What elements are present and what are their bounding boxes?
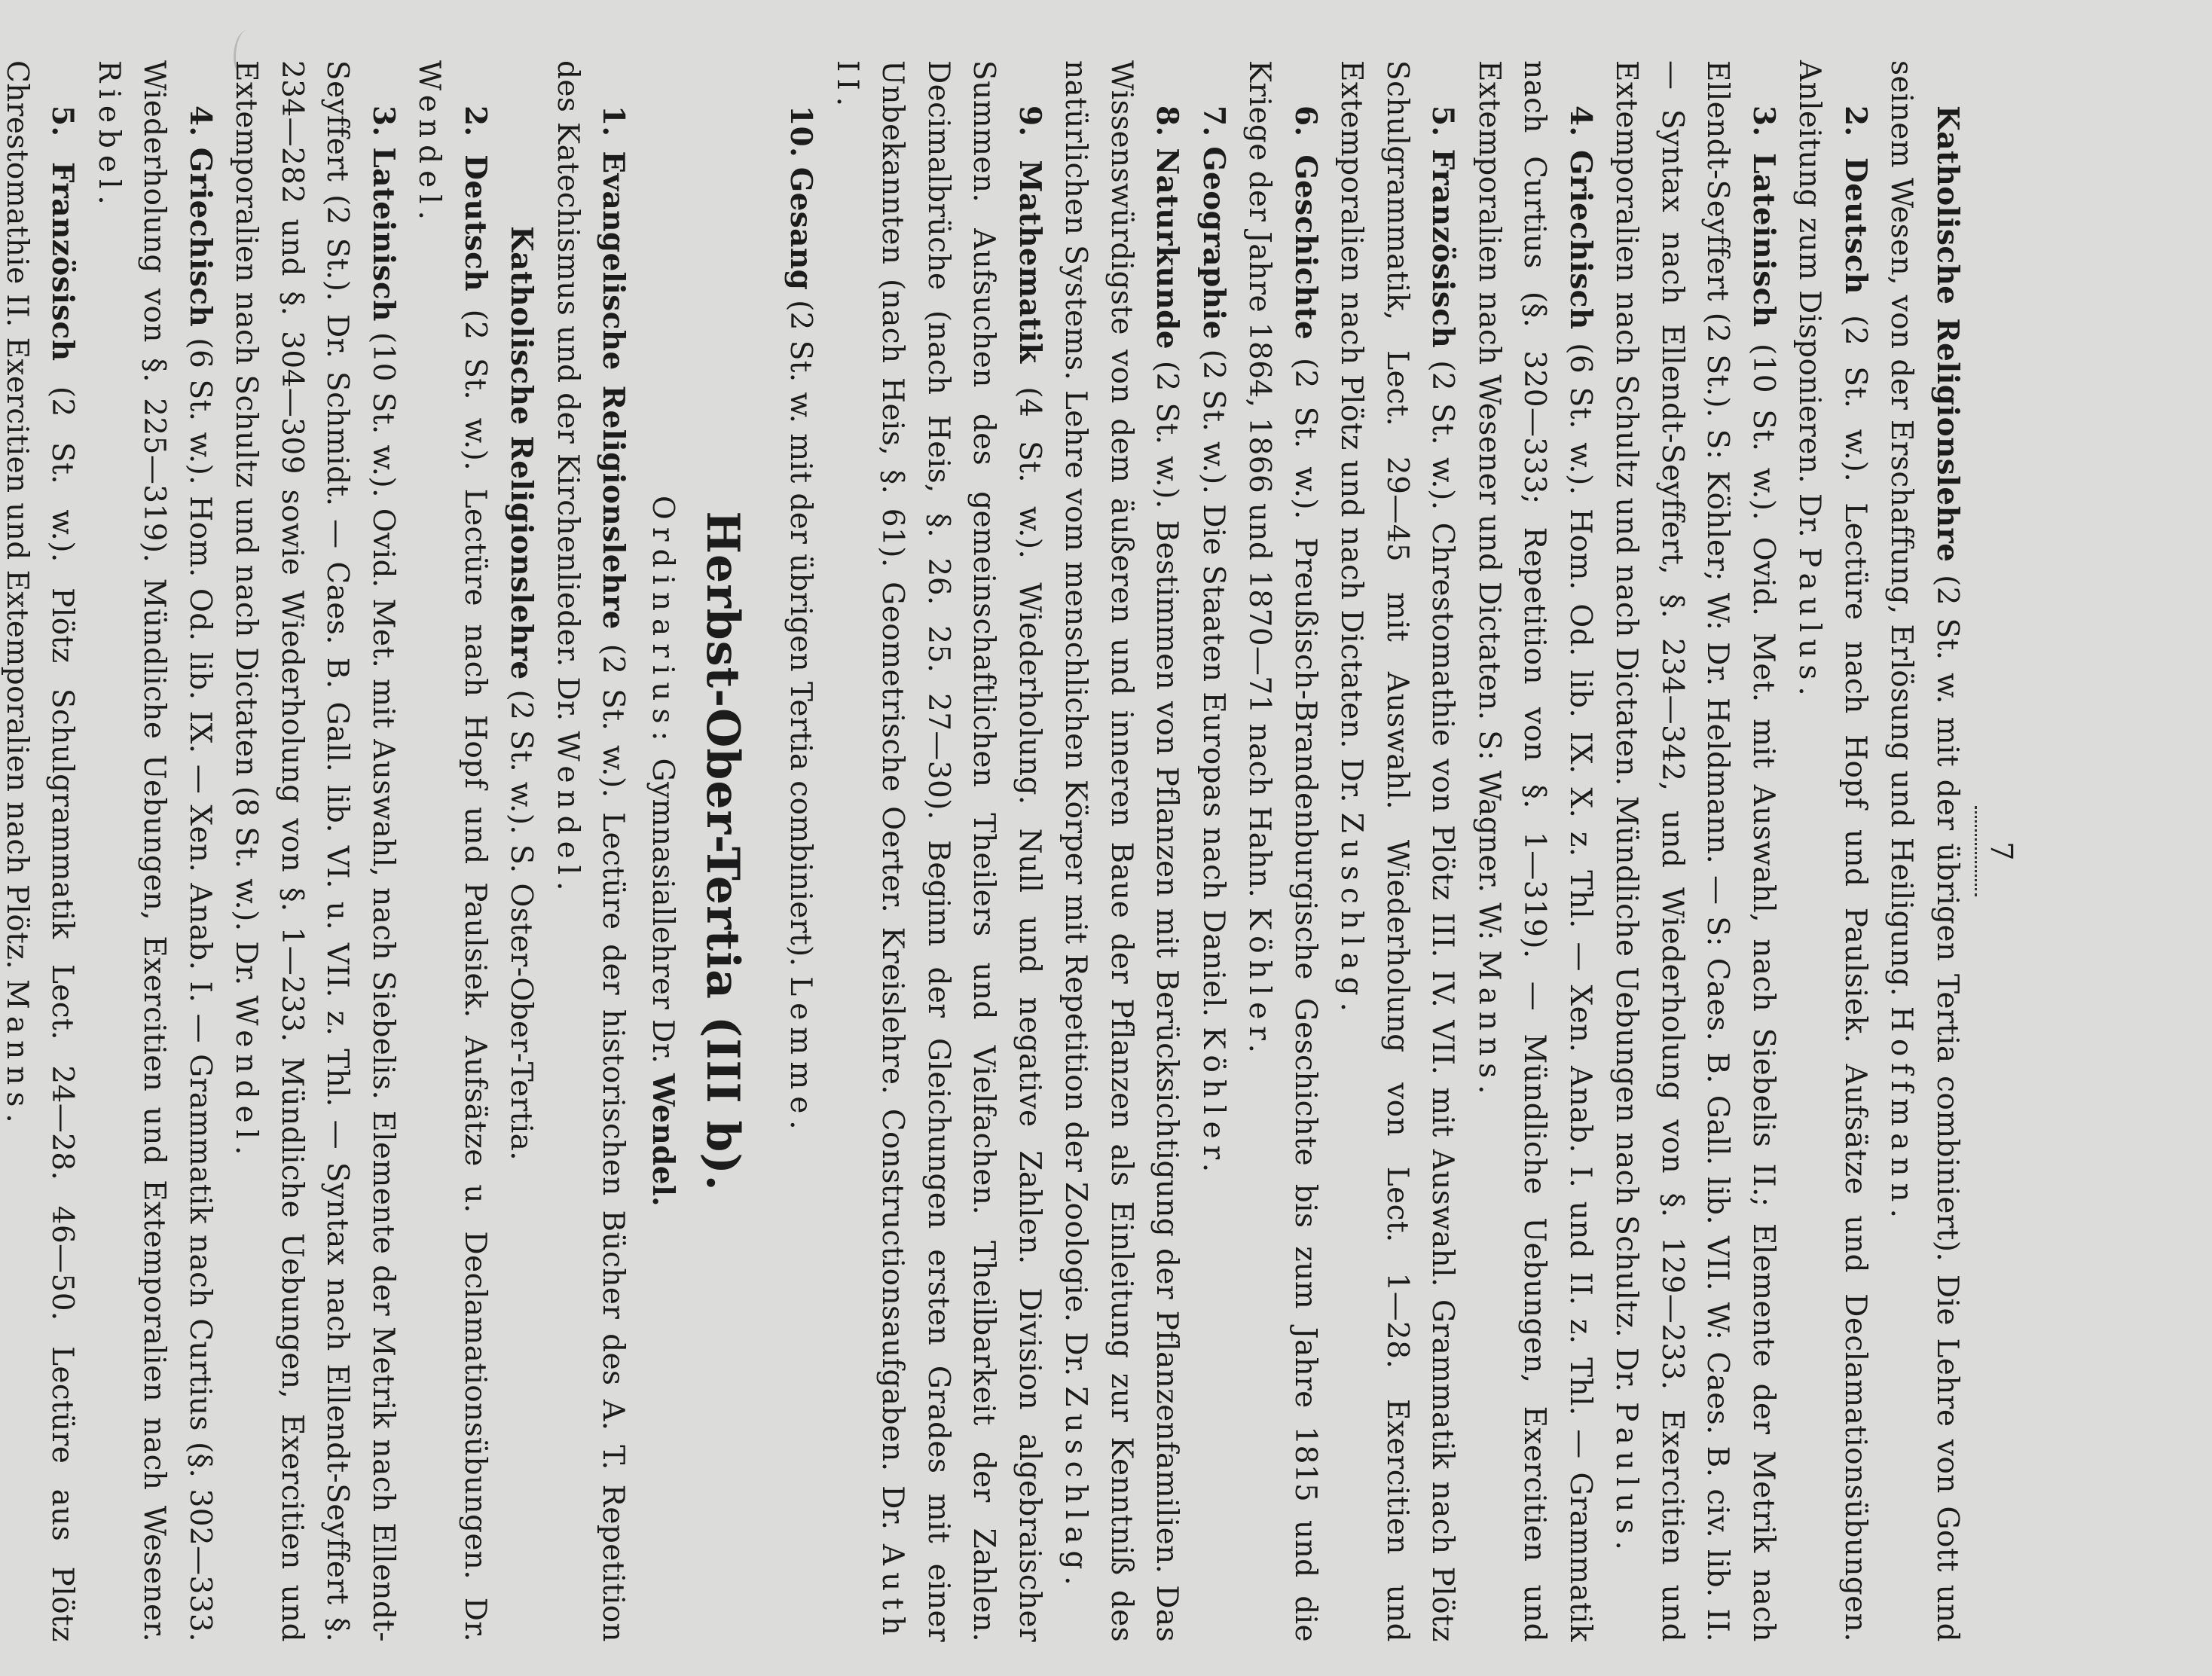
subject-teacher: Wendel. xyxy=(412,60,447,227)
printed-page xyxy=(0,60,2023,1642)
subject-paragraph xyxy=(1053,60,1190,1642)
subject-paragraph xyxy=(1328,60,1466,1642)
subject-text: (4 St. w.). Wiederholung. Null und negative Zahlen. Division algebraischer Summen. Aufsuchen des gemeinschaftlichen Theilers und Vielfachen. Theilbarkeit der Zahlen. Decimalbrüche (nach Heis, §. 26. 25. 27—30). Beginn der Gleichungen ersten Grades mit einer Unbekannten (nach Heis, §. 61). Geometrische Oerter. Kreislehre. Constructionsaufgaben. Dr. xyxy=(875,60,1046,1642)
subject-text: (6 St. w.). Hom. Od. lib. IX. X. z. Thl. — Xen. Anab. I. und II. z. Thl. — Grammatik nach Curtius (§. 320—333; Repetition von §. 1—319). — Mündliche Uebungen, Exercitien und Extemporalien nach Wesener und Dictaten. S: Wagner. W: xyxy=(1472,60,1597,1642)
subject-text: (2 St. w. mit der übrigen Tertia combiniert). xyxy=(784,300,818,967)
subject-paragraph xyxy=(1603,60,1786,1642)
subject-teacher: Wendel. xyxy=(229,995,264,1162)
subject-name: Französisch xyxy=(45,161,81,362)
subject-text: (2 St. w.). Plötz Schulgrammatik Lect. 24—28. 46—50. Lectüre aus Plötz Chrestomathie II. Exercitien und Extemporalien nach Plötz. xyxy=(0,60,80,1642)
subject-text: (2 St. w.). Die Staaten Europas nach Daniel. xyxy=(1196,349,1230,1018)
header-ornament-rule xyxy=(1975,806,1978,896)
subject-name: Deutsch xyxy=(1838,157,1873,295)
subject-number: 5. xyxy=(1425,105,1461,137)
subject-paragraph xyxy=(1786,60,1878,1642)
subject-teacher: Manns. xyxy=(0,978,34,1130)
subject-paragraph xyxy=(824,60,1053,1642)
subject-number: 2. xyxy=(458,105,493,137)
subject-teacher: Wendel. xyxy=(551,731,585,898)
subject-teacher: Zuschlag. xyxy=(1334,812,1369,1019)
subject-paragraph xyxy=(86,60,224,1642)
subject-name: Griechisch xyxy=(1563,150,1598,330)
subject-teacher: Riebel. xyxy=(92,60,126,212)
page-header xyxy=(1970,60,2023,1642)
subject-paragraph xyxy=(1190,60,1237,1642)
subject-number: 5. xyxy=(45,105,81,137)
subject-teacher: Paulus. xyxy=(1609,1402,1644,1557)
subject-name: Gesang xyxy=(784,166,819,291)
subject-teacher: Köhler. xyxy=(1196,1027,1230,1180)
subject-name: Lateinisch xyxy=(366,147,401,322)
subject-paragraph xyxy=(1466,60,1604,1642)
catholic-religion-paragraph xyxy=(1878,60,1970,1642)
subject-number: 4. xyxy=(1563,105,1598,137)
subject-text: (2 St. w.). Chrestomathie von Plötz III. IV. VII. mit Auswahl. Grammatik nach Plötz Schulgrammatik, Lect. 29—45 mit Auswahl. Wiederholung von Lect. 1—28. Exercitien und Extemporalien nach Plötz und nach Dictaten. Dr. xyxy=(1334,60,1460,1642)
subject-teacher: Zuschlag. xyxy=(1059,1386,1093,1592)
subject-text: (2 St. w.). Preußisch-Brandenburgische Geschichte bis zum Jahre 1815 und die Kriege der Jahre 1864, 1866 und 1870—71 nach Hahn. xyxy=(1242,60,1322,1642)
catholic-religion-text: (2 St. w. mit der übrigen Tertia combiniert). Die Lehre von Gott und seinem Wesen, von der Erschaffung, Erlösung und Heiligung. xyxy=(1884,60,1964,1642)
subject-text: (2 St. w.). Bestimmen von Pflanzen mit Berücksichtigung der Pflanzenfamilien. Das Wissenswürdigste von dem äußeren und inneren Baue der Pflanzen als Einleitung zur Kenntniß des natürlichen Systems. Lehre vom menschlichen Körper mit Repetition der Zoologie. Dr. xyxy=(1059,60,1184,1642)
subject-teacher: Lemme. xyxy=(784,976,818,1137)
ordinarius-line xyxy=(640,60,686,1642)
catholic-religion-label: Katholische Religionslehre xyxy=(1930,105,1965,563)
ordinarius-label: Ordinarius: xyxy=(646,495,680,749)
subject-number: 9. xyxy=(1013,105,1047,137)
subject-paragraph xyxy=(545,60,637,1642)
subject-name: Naturkunde xyxy=(1150,148,1185,350)
subject-number: 7. xyxy=(1196,105,1231,137)
subject-text: (2 St. w.). Lectüre der historischen Bücher des A. T. Repetition des Katechismus und der Kirchenlieder. Dr. xyxy=(551,60,631,1642)
subject-number: 2. xyxy=(1838,105,1873,137)
subject-text: (2 St. w.). Lectüre nach Hopf und Paulsiek. Aufsätze und Declamationsübungen. Anleitung zum Disponieren. Dr. xyxy=(1792,60,1872,1642)
section-title: Herbst-Ober-Tertia (III b). xyxy=(696,511,749,1192)
subject-paragraph xyxy=(1236,60,1328,1642)
subject-number: 1. xyxy=(596,105,631,137)
ordinarius-value: Gymnasiallehrer Dr. xyxy=(646,758,680,1064)
subject-number: 4. xyxy=(183,105,218,137)
subject-paragraph xyxy=(0,60,86,1642)
subject-teacher: Auth II. xyxy=(830,60,910,1642)
subject-name: Mathematik xyxy=(1013,160,1047,364)
subject-teacher: Manns. xyxy=(1472,950,1506,1101)
subject-paragraph xyxy=(778,60,824,1642)
subject-number: 8. xyxy=(1150,105,1185,137)
catholic-religion-text: (2 St. w.). S. Oster-Ober-Tertia. xyxy=(504,689,539,1162)
catholic-religion-subheading xyxy=(498,60,545,1642)
subject-text: (2 St. w.). Lectüre nach Hopf und Paulsiek. Aufsätze u. Declamationsübungen. Dr. xyxy=(458,309,492,1642)
subject-number: 6. xyxy=(1288,105,1323,137)
subject-number: 3. xyxy=(1746,105,1781,137)
subject-name: Griechisch xyxy=(183,147,218,328)
subject-teacher: Köhler. xyxy=(1242,907,1277,1060)
subject-name: Geschichte xyxy=(1288,154,1323,340)
subject-number: 10. xyxy=(784,105,819,158)
ordinarius-name: Wendel. xyxy=(646,1073,680,1207)
catholic-religion-label: Katholische Religionslehre xyxy=(504,226,539,680)
subject-paragraph xyxy=(406,60,498,1642)
subject-name: Deutsch xyxy=(458,154,493,292)
subject-name: Evangelische Religionslehre xyxy=(596,151,631,630)
subject-text: (6 St. w.). Hom. Od. lib. IX. — Xen. Anab. I. — Grammatik nach Curtius (§. 302—333. Wiederholung von §. 225—319). Mündliche Uebungen, Exercitien und Extemporalien nach Wesener. xyxy=(137,60,217,1642)
subject-teacher: Paulus. xyxy=(1792,547,1827,703)
subject-text: (10 St. w.). Ovid. Met. mit Auswahl, nach Siebelis II.; Elemente der Metrik nach Ellendt-Seyffert (2 St.). S: Köhler; W: Dr. Heldmann. — S: Caes. B. Gall. lib. VII. W: Caes. B. civ. lib. II. — Syntax nach Ellendt-Seyffert, §. 234—342, und Wiederholung von §. 129—233. Exercitien und Extemporalien nach Schultz und nach Dictaten. Mündliche Uebungen nach Schultz. Dr. xyxy=(1609,60,1780,1642)
subject-name: Französisch xyxy=(1425,148,1461,349)
subject-text: (10 St. w.). Ovid. Met. mit Auswahl, nach Siebelis. Elemente der Metrik nach Ellendt-Seyffert (2 St.). Dr. Schmidt. — Caes. B. Gall. lib. VI. u. VII. z. Thl. — Syntax nach Ellendt-Seyffert §. 234—282 und §. 304—309 sowie Wiederholung von §. 1—233. Mündliche Uebungen, Exercitien und Extemporalien nach Schultz und nach Dictaten (8 St. w.). Dr. xyxy=(229,60,400,1642)
subject-name: Lateinisch xyxy=(1746,152,1781,328)
subject-number: 3. xyxy=(366,105,401,137)
subject-paragraph xyxy=(223,60,406,1642)
page-number: 7 xyxy=(1984,841,2018,861)
catholic-religion-teacher: Hoffmann. xyxy=(1884,1006,1919,1226)
subject-name: Geographie xyxy=(1196,146,1231,340)
